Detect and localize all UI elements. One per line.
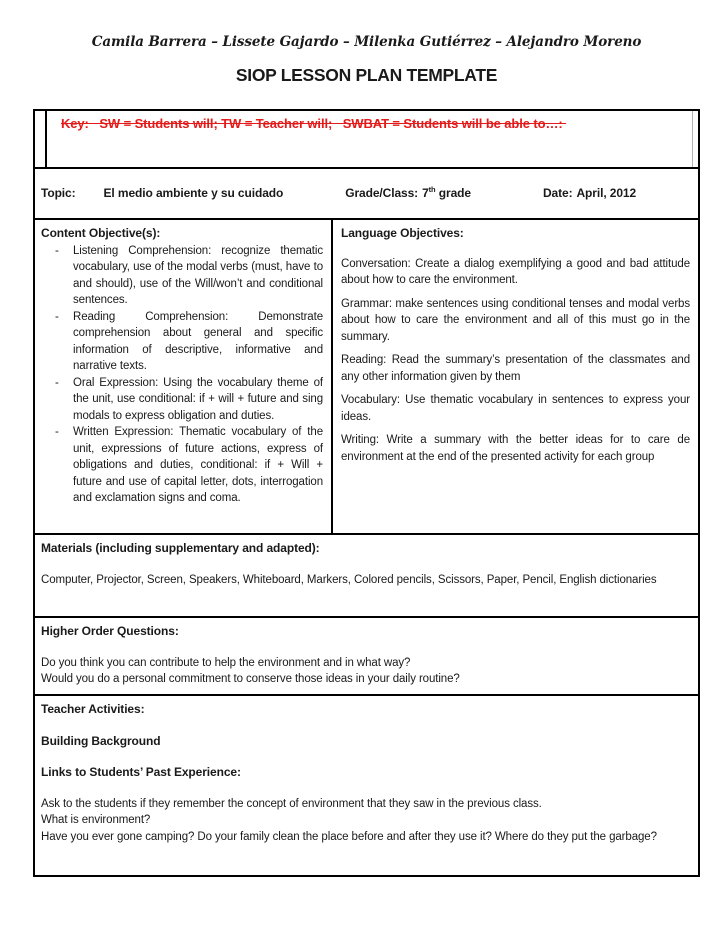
date-label: Date: xyxy=(542,186,573,201)
content-objectives-header: Content Objective(s): xyxy=(41,226,161,240)
language-objectives-list xyxy=(341,256,690,466)
key-box xyxy=(33,109,700,167)
content-objective-item xyxy=(41,424,323,507)
teacher-activities-line: Have you ever gone camping? Do your family clean the place before and after they use it? Where do they put the garbage? xyxy=(41,830,657,843)
page-title: SIOP LESSON PLAN TEMPLATE xyxy=(235,65,498,85)
teacher-activities-line: What is environment? xyxy=(41,814,151,826)
higher-order-questions-list xyxy=(41,655,690,688)
teacher-activities-line: Ask to the students if they remember the concept of environment that they saw in the previous class. xyxy=(41,797,542,810)
content-objectives-list xyxy=(41,243,323,507)
bullet-dash-marker: - xyxy=(55,310,59,323)
higher-order-questions-row xyxy=(35,616,698,694)
content-objective-text: Written Expression: Thematic vocabulary of the unit, expressions of future actions, express of obligations and duties, conditional: if + Will + future and use of capital letter, dots, interrogation and exclamation signs and coma. xyxy=(73,426,323,504)
authors-line: Camila Barrera – Lissete Gajardo – Milenka Gutiérrez – Alejandro Moreno xyxy=(91,34,642,50)
content-objective-text: Listening Comprehension: recognize thematic vocabulary, use of the modal verbs (must, have to and should), use of the Will/won’t and conditional sentences. xyxy=(73,244,323,306)
language-objectives-cell xyxy=(333,220,698,533)
language-objective-paragraph: Grammar: make sentences using conditional tenses and modal verbs about how to care the environment and all of this must go in the summary. xyxy=(341,297,690,343)
content-objective-item xyxy=(41,309,323,375)
grade-number: 7 xyxy=(422,186,429,201)
language-objectives-header: Language Objectives: xyxy=(341,226,464,240)
grade-field xyxy=(345,185,471,202)
materials-header: Materials (including supplementary and adapted): xyxy=(41,541,320,555)
grade-label: Grade/Class: xyxy=(345,186,419,201)
topic-label: Topic: xyxy=(41,186,76,201)
higher-order-question-line: Would you do a personal commitment to conserve those ideas in your daily routine? xyxy=(41,673,460,685)
bullet-dash-marker: - xyxy=(55,426,59,438)
lesson-plan-table xyxy=(33,167,700,877)
bullet-dash-marker: - xyxy=(55,244,59,257)
bullet-dash-marker: - xyxy=(55,376,59,389)
content-objective-text: Reading Comprehension: Demonstrate comprehension about general and specific information of descriptive, informative and narrative texts. xyxy=(73,310,323,372)
language-objective-paragraph: Vocabulary: Use thematic vocabulary in sentences to express your ideas. xyxy=(341,394,690,423)
content-objective-text: Oral Expression: Using the vocabulary theme of the unit, use conditional: if + will + future and sing modals to express obligation and duties. xyxy=(73,376,323,422)
topic-row xyxy=(35,169,698,218)
teacher-activities-lines xyxy=(41,796,690,846)
content-objective-item xyxy=(41,243,323,309)
higher-order-questions-header: Higher Order Questions: xyxy=(41,624,179,638)
key-box-main-cell xyxy=(47,111,692,167)
language-objective-paragraph: Conversation: Create a dialog exemplifying a good and bad attitude about how to care the environment. xyxy=(341,257,690,286)
key-box-left-cell xyxy=(35,111,47,167)
date-value: April, 2012 xyxy=(576,186,637,201)
teacher-activities-header: Teacher Activities: xyxy=(41,702,145,716)
links-past-experience-subheader: Links to Students’ Past Experience: xyxy=(41,765,241,779)
language-objective-paragraph: Writing: Write a summary with the better ideas for to care de environment at the end of the presented activity for each group xyxy=(341,434,690,463)
building-background-subheader: Building Background xyxy=(41,733,161,748)
key-strikethrough-text: Key: SW = Students will; TW = Teacher will; SWBAT = Students will be able to…: xyxy=(61,116,567,131)
grade-suffix: grade xyxy=(435,186,471,201)
grade-ordinal: th xyxy=(428,185,436,195)
content-objectives-cell xyxy=(35,220,333,533)
teacher-activities-row xyxy=(35,694,698,875)
objectives-row xyxy=(35,218,698,533)
date-field xyxy=(543,185,636,202)
higher-order-question-line: Do you think you can contribute to help the environment and in what way? xyxy=(41,656,411,669)
topic-value: El medio ambiente y su cuidado xyxy=(103,186,284,201)
materials-text: Computer, Projector, Screen, Speakers, Whiteboard, Markers, Colored pencils, Scissors, Paper, Pencil, English dictionaries xyxy=(41,573,657,586)
language-objective-paragraph: Reading: Read the summary’s presentation of the classmates and any other information given by them xyxy=(341,354,690,383)
key-box-right-divider xyxy=(692,111,698,167)
content-objective-item xyxy=(41,375,323,425)
materials-row xyxy=(35,533,698,616)
